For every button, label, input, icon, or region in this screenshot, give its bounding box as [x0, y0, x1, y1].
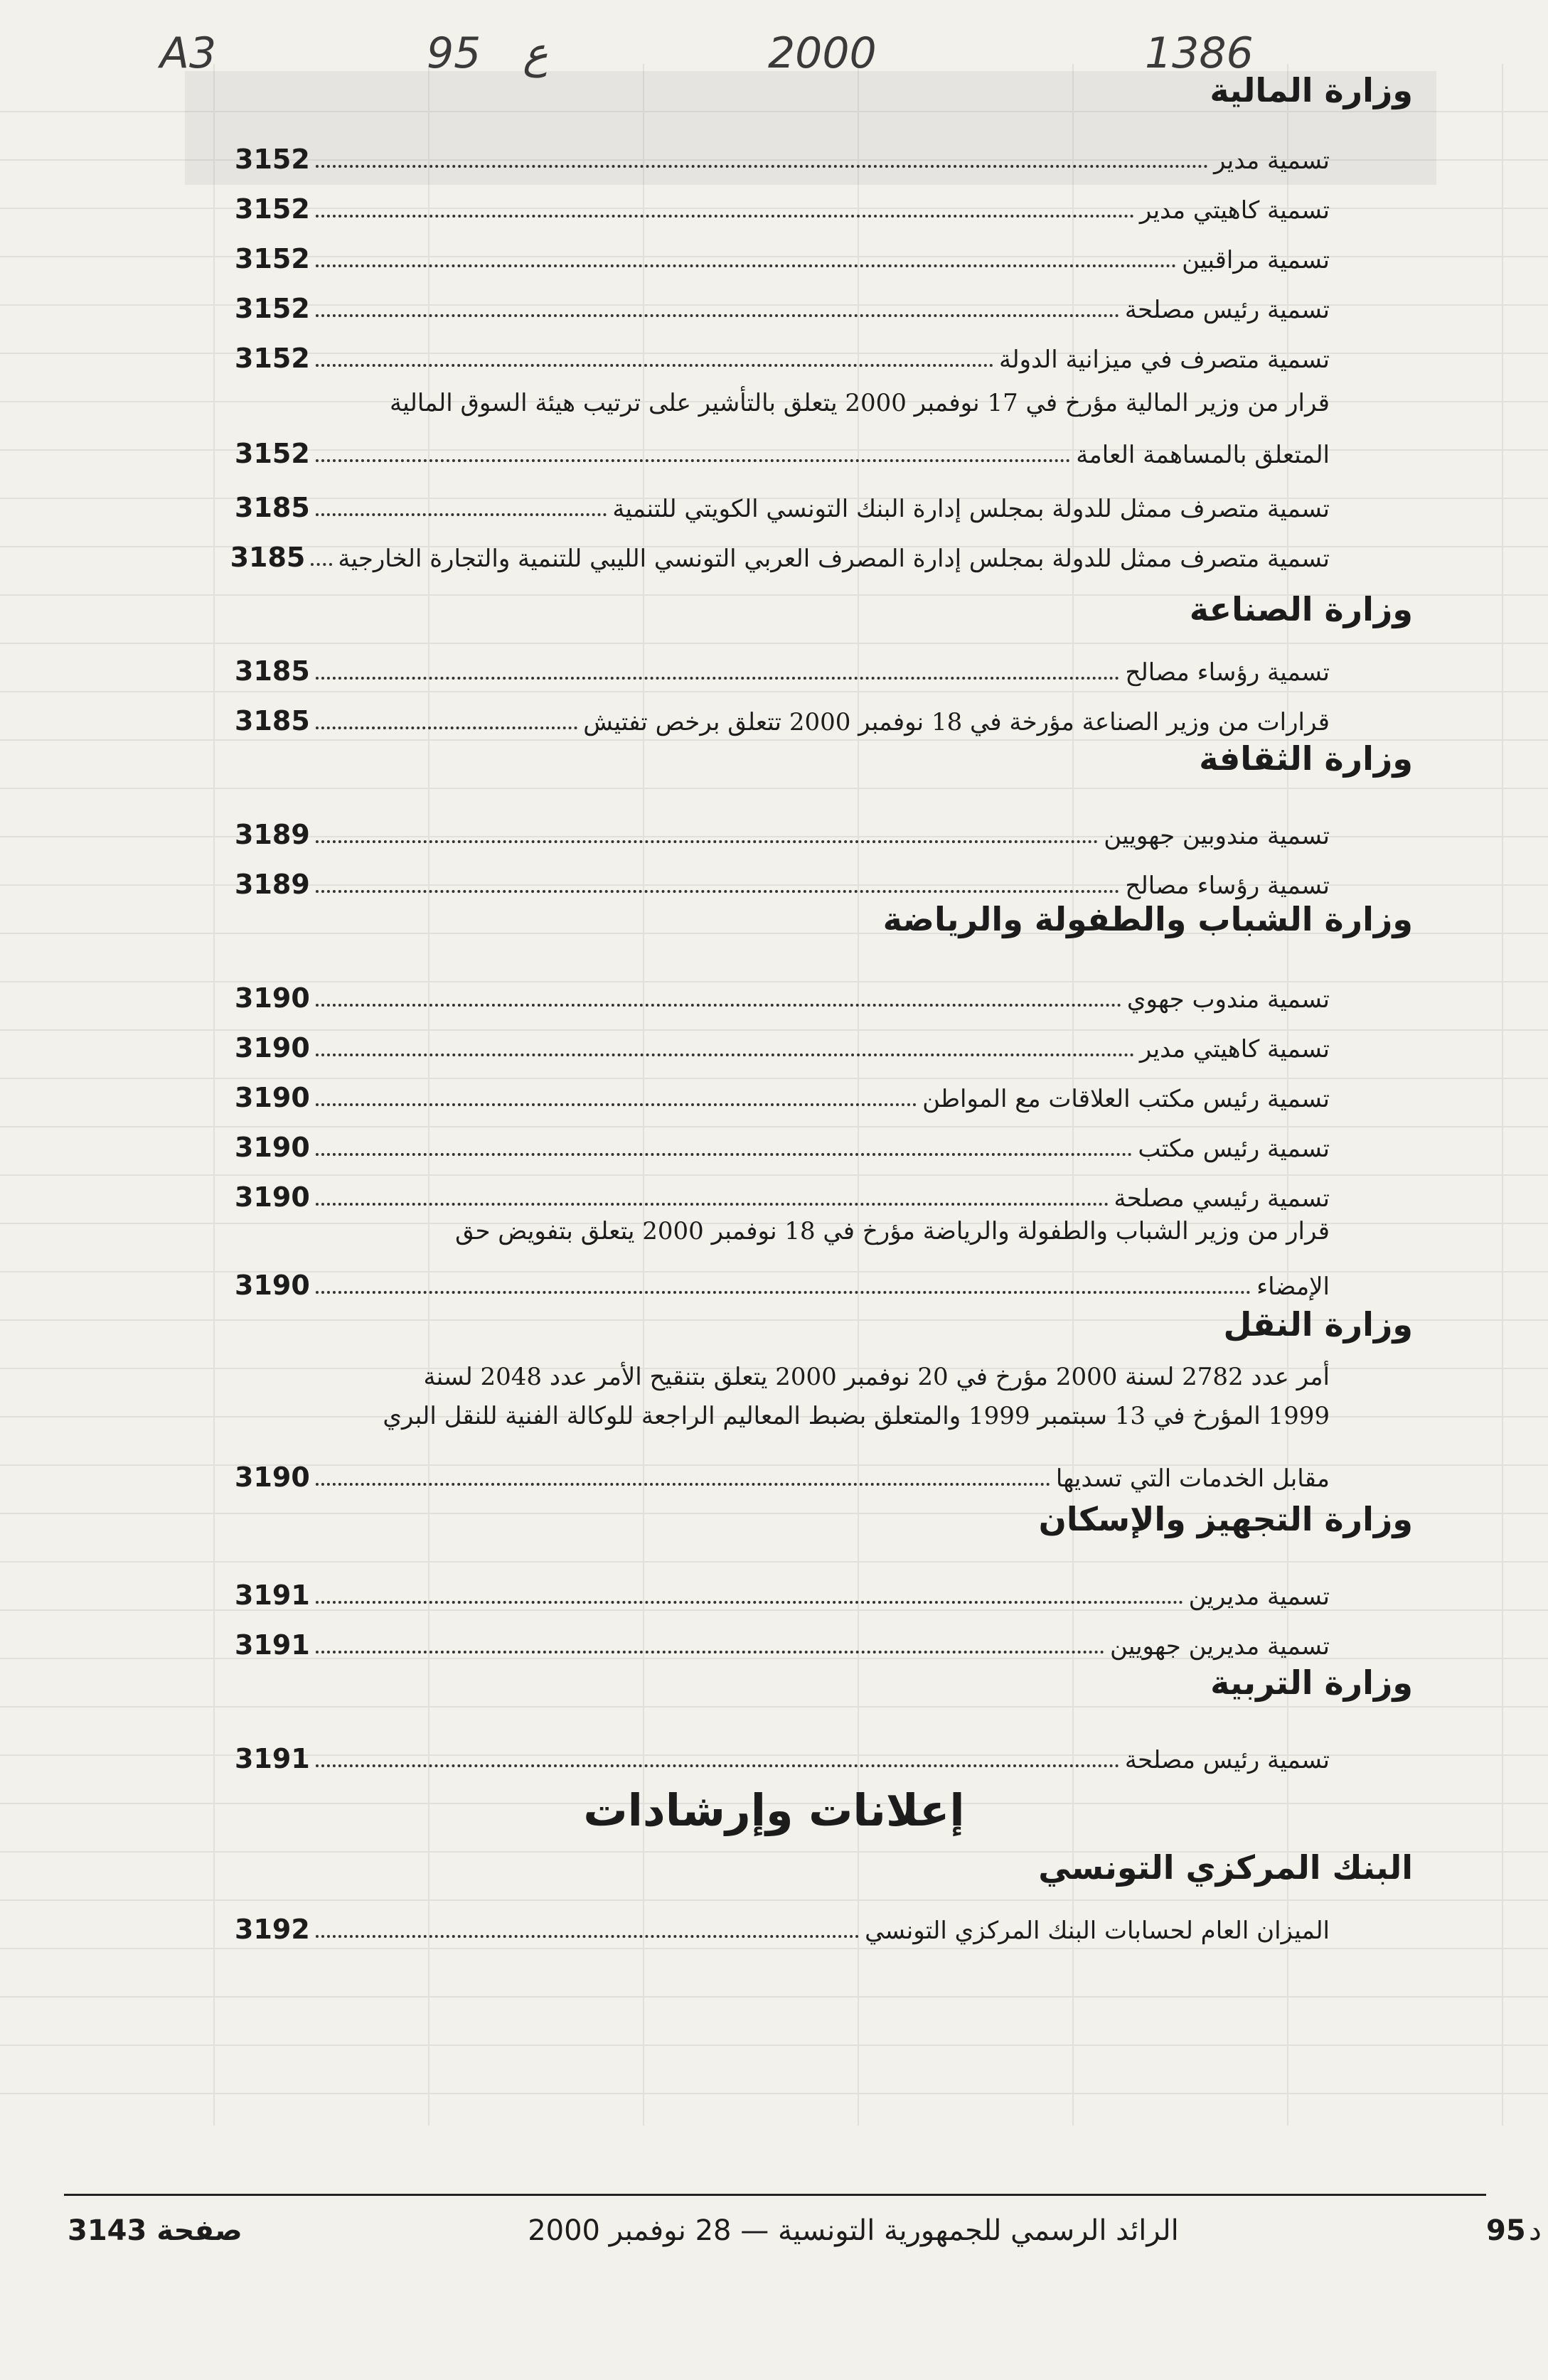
footer-rule [64, 2194, 1486, 2196]
toc-entry[interactable]: تسمية رئيس مصلحة 3191 [235, 1743, 1330, 1774]
handwritten-mark-a3: A3 [160, 28, 217, 78]
toc-entry[interactable]: تسمية رؤساء مصالح 3185 [235, 655, 1330, 687]
toc-entry[interactable]: تسمية متصرف ممثل للدولة بمجلس إدارة المصرف العربي التونسي الليبي للتنمية والتجارة الخارجية 3185 [230, 542, 1330, 573]
section-title-industry: وزارة الصناعة [1189, 590, 1413, 628]
handwritten-mark-hijri: 1386 [1145, 28, 1254, 78]
toc-entry[interactable]: تسمية مديرين 3191 [235, 1580, 1330, 1611]
section-title-finance: وزارة المالية [1210, 71, 1413, 109]
toc-entry-line: قرار من وزير المالية مؤرخ في 17 نوفمبر 2000 يتعلق بالتأشير على ترتيب هيئة السوق المالية [390, 389, 1330, 417]
toc-entry[interactable]: مقابل الخدمات التي تسديها 3190 [235, 1462, 1330, 1493]
footer-issue-number: 95 [1486, 2214, 1526, 2247]
toc-entry[interactable]: الميزان العام لحسابات البنك المركزي التونسي 3192 [235, 1914, 1330, 1945]
toc-entry[interactable]: الإمضاء 3190 [235, 1270, 1330, 1301]
section-title-transport: وزارة النقل [1223, 1305, 1413, 1344]
footer-issue-suffix: د [1529, 2214, 1542, 2247]
toc-entry[interactable]: تسمية مندوبين جهويين 3189 [235, 819, 1330, 850]
toc-entry-multiline[interactable] [235, 1358, 1330, 1436]
toc-entry[interactable]: تسمية مديرين جهويين 3191 [235, 1629, 1330, 1661]
toc-entry-line: قرار من وزير الشباب والطفولة والرياضة مؤرخ في 18 نوفمبر 2000 يتعلق بتفويض حق [455, 1217, 1330, 1245]
handwritten-mark-95: 95 [427, 28, 481, 78]
announcements-title: إعلانات وإرشادات [583, 1784, 965, 1836]
toc-entry-multiline[interactable] [235, 384, 1330, 423]
toc-entry[interactable]: المتعلق بالمساهمة العامة 3152 [235, 438, 1330, 469]
toc-entry[interactable]: تسمية رئيس مكتب العلاقات مع المواطن 3190 [235, 1082, 1330, 1113]
footer-journal-title: الرائد الرسمي للجمهورية التونسية — 28 نوفمبر 2000 [528, 2214, 1179, 2247]
toc-entry[interactable]: تسمية مدير 3152 [235, 144, 1330, 175]
section-title-equipment-housing: وزارة التجهيز والإسكان [1038, 1500, 1413, 1538]
section-title-central-bank: البنك المركزي التونسي [1038, 1848, 1413, 1887]
toc-entry[interactable]: تسمية رئيس مصلحة 3152 [235, 293, 1330, 324]
footer-page-number: صفحة 3143 [68, 2214, 242, 2247]
toc-entry[interactable]: تسمية رئيسي مصلحة 3190 [235, 1181, 1330, 1213]
toc-entry-line: 1999 المؤرخ في 13 سبتمبر 1999 والمتعلق بضبط المعاليم الراجعة للوكالة الفنية للنقل البري [383, 1402, 1330, 1430]
toc-entry-line: أمر عدد 2782 لسنة 2000 مؤرخ في 20 نوفمبر 2000 يتعلق بتنقيح الأمر عدد 2048 لسنة [423, 1363, 1330, 1391]
section-title-culture: وزارة الثقافة [1199, 739, 1413, 778]
toc-entry[interactable]: تسمية متصرف ممثل للدولة بمجلس إدارة البنك التونسي الكويتي للتنمية 3185 [235, 492, 1330, 523]
section-title-youth-sport: وزارة الشباب والطفولة والرياضة [882, 900, 1413, 938]
toc-entry[interactable]: تسمية مراقبين 3152 [235, 243, 1330, 274]
toc-entry[interactable]: تسمية مندوب جهوي 3190 [235, 982, 1330, 1014]
section-title-education: وزارة التربية [1210, 1663, 1413, 1702]
toc-entry[interactable]: قرارات من وزير الصناعة مؤرخة في 18 نوفمبر 2000 تتعلق برخص تفتيش 3185 [235, 705, 1330, 736]
toc-entry[interactable]: تسمية رئيس مكتب 3190 [235, 1132, 1330, 1163]
handwritten-mark-year: 2000 [768, 28, 877, 78]
toc-entry[interactable]: تسمية كاهيتي مدير 3190 [235, 1032, 1330, 1063]
toc-entry-multiline[interactable] [235, 1212, 1330, 1251]
toc-entry[interactable]: تسمية كاهيتي مدير 3152 [235, 193, 1330, 225]
handwritten-mark-ain: ع [523, 28, 548, 78]
toc-entry[interactable]: تسمية متصرف في ميزانية الدولة 3152 [235, 343, 1330, 374]
toc-entry[interactable]: تسمية رؤساء مصالح 3189 [235, 869, 1330, 900]
